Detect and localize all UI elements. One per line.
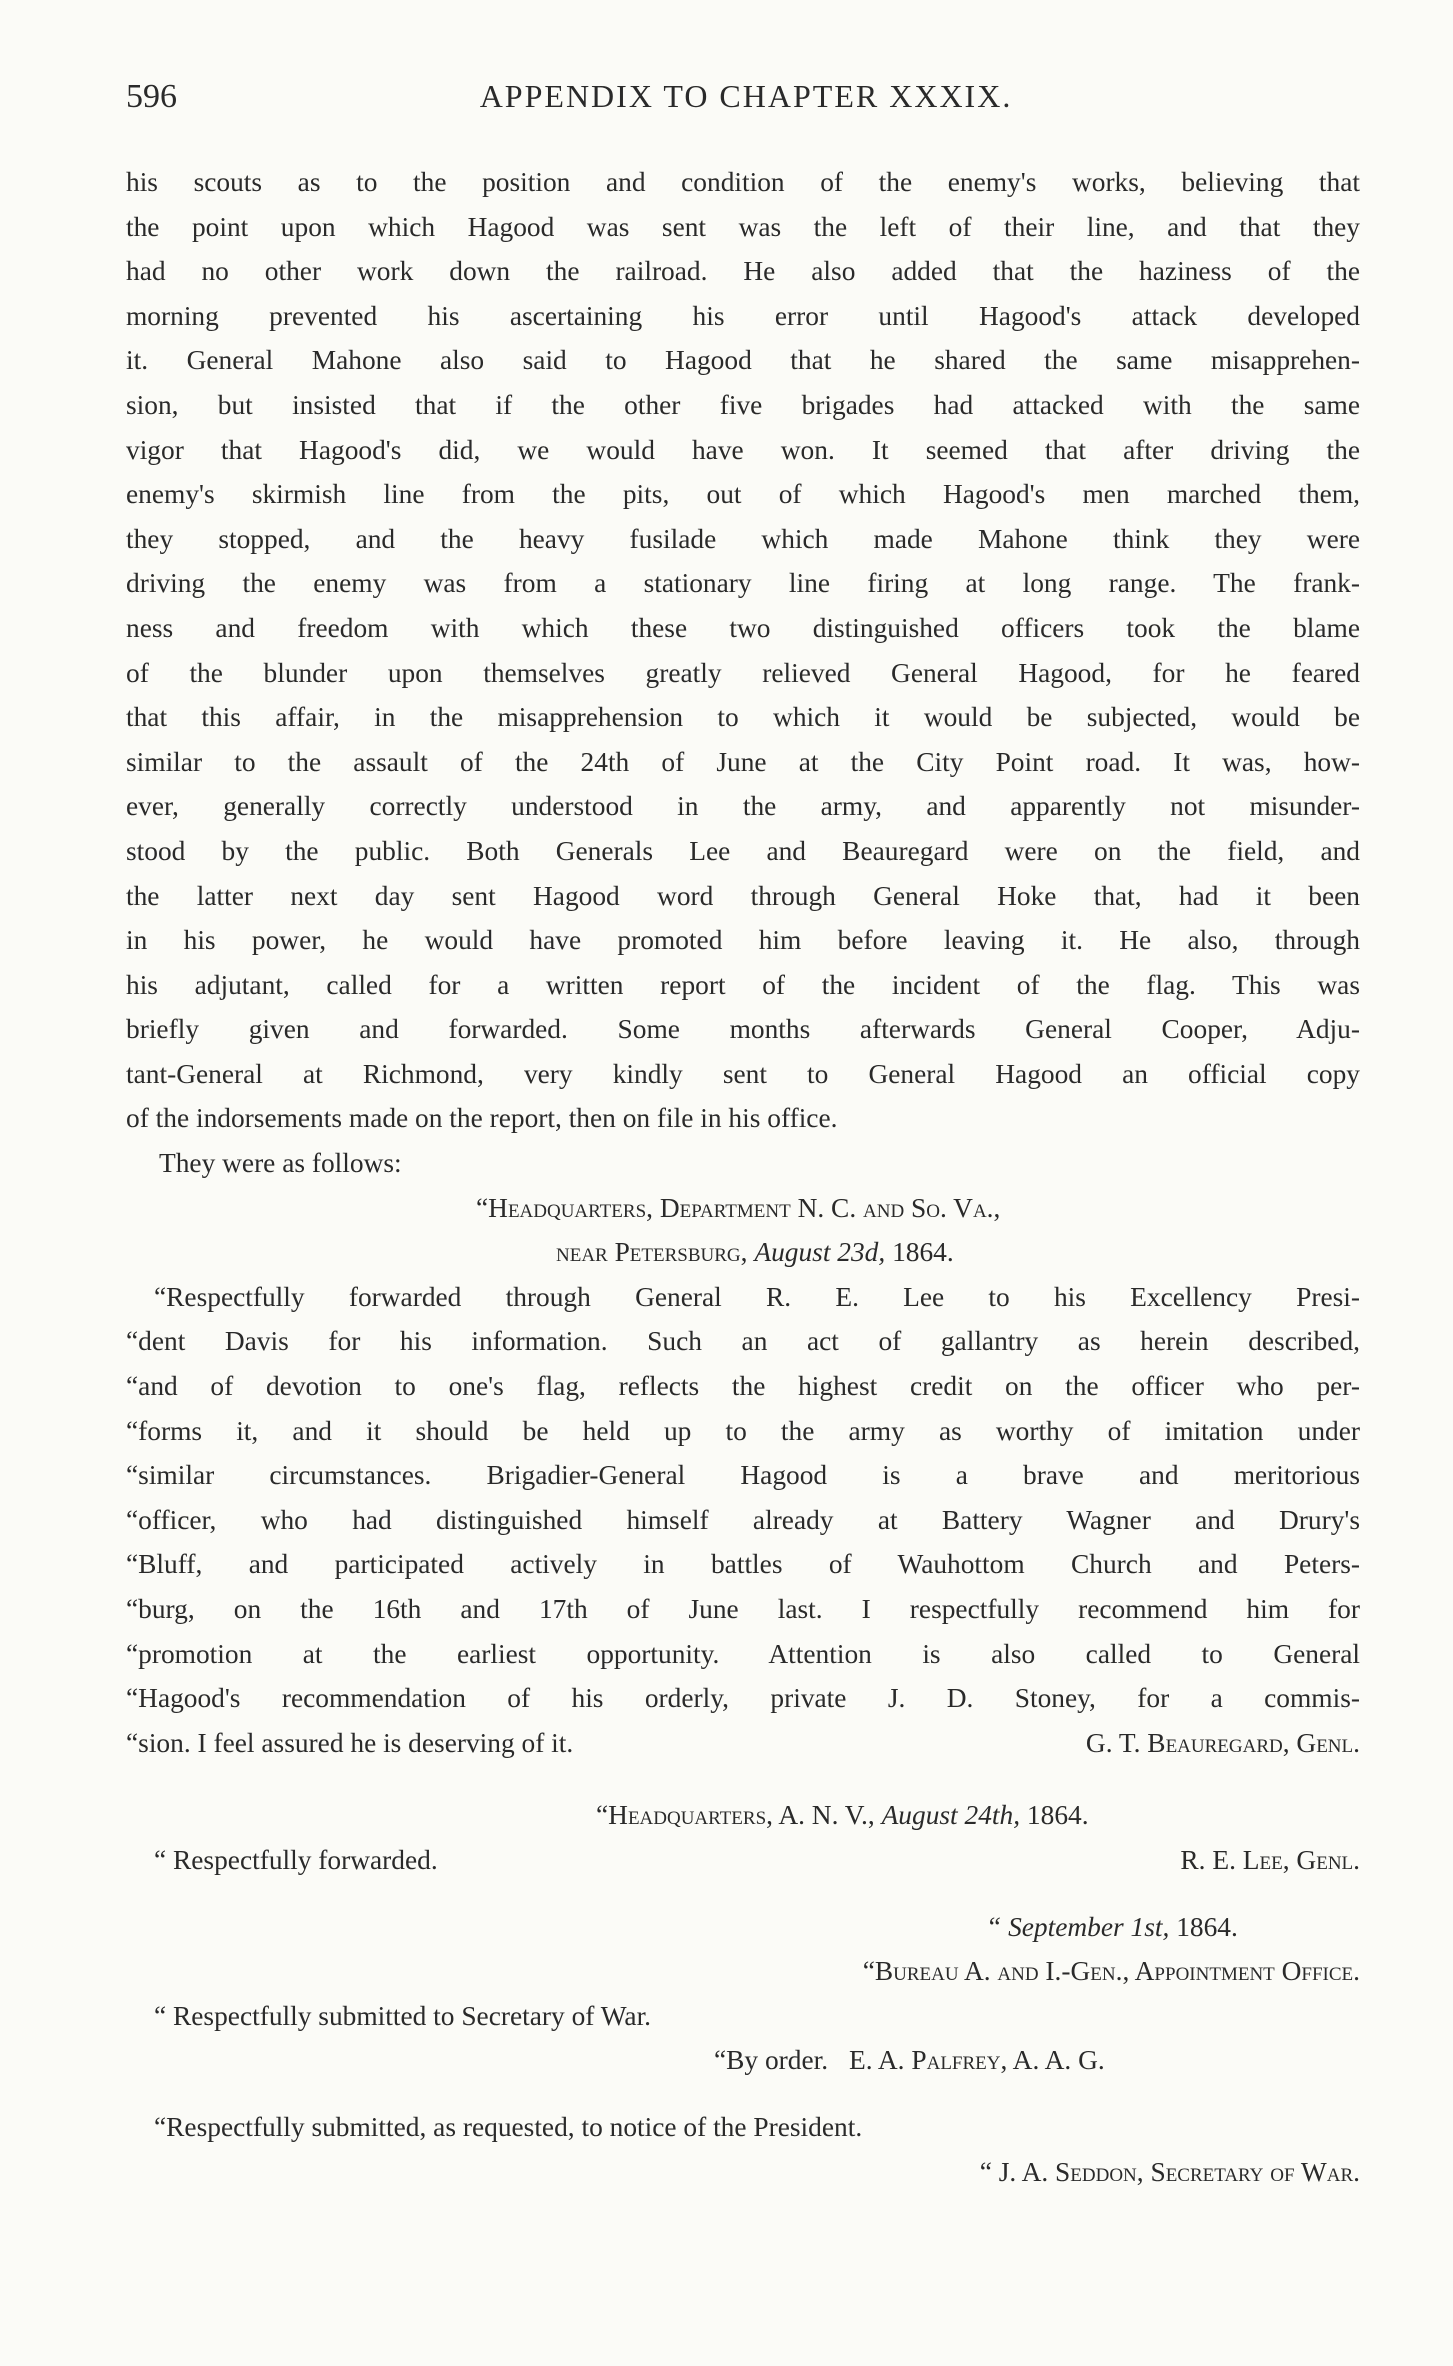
page-header [126, 78, 1366, 128]
page-number: 596 [126, 78, 177, 115]
text-line: his adjutant, called for a written report of the incident of the flag. This was [126, 969, 1360, 1000]
text-line: “Bluff, and participated actively in battles of Wauhottom Church and Peters- [126, 1549, 1360, 1580]
text-line: enemy's skirmish line from the pits, out of which Hagood's men marched them, [126, 479, 1360, 510]
text-line: “promotion at the earliest opportunity. Attention is also called to General [126, 1638, 1360, 1669]
endorsement-lee [126, 1793, 1360, 1882]
text-line: “Hagood's recommendation of his orderly, private J. D. Stoney, for a commis- [126, 1683, 1360, 1714]
endorsement-office: “Bureau A. and I.-Gen., Appointment Office. [862, 1956, 1360, 1987]
text-line: morning prevented his ascertaining his error until Hagood's attack developed [126, 300, 1360, 331]
text-line: “officer, who had distinguished himself already at Battery Wagner and Drury's [126, 1504, 1360, 1535]
text-line: the point upon which Hagood was sent was the left of their line, and that they [126, 211, 1360, 242]
text-line: ever, generally correctly understood in the army, and apparently not misunder- [126, 791, 1360, 822]
signature-lee: R. E. Lee, Genl. [1180, 1844, 1360, 1875]
heading-year: 1864. [1176, 1911, 1238, 1942]
heading-place: near Petersburg, [556, 1237, 748, 1268]
text-line: that this affair, in the misapprehension to which it would be subjected, would be [126, 702, 1360, 733]
page-body [126, 160, 1360, 2194]
text-line: similar to the assault of the 24th of June at the City Point road. It was, how- [126, 746, 1360, 777]
signature-text: “ J. A. Seddon, Secretary of War. [979, 2156, 1360, 2187]
heading-date: August 24th, [881, 1800, 1021, 1831]
heading-date: August 23d, [754, 1237, 886, 1268]
text-line: “sion. I feel assured he is deserving of it. [126, 1727, 574, 1758]
text-line: it. General Mahone also said to Hagood that he shared the same misapprehen- [126, 345, 1360, 376]
endorsement-beauregard [126, 1186, 1360, 1766]
endorsement-heading-place [126, 1230, 1360, 1275]
signature-line [126, 1838, 1360, 1883]
text-line: briefly given and forwarded. Some months afterwards General Cooper, Adju- [126, 1014, 1360, 1045]
signature-palfrey: E. A. Palfrey, A. A. G. [848, 2045, 1105, 2076]
endorsement-date [126, 1905, 1360, 1950]
text-line: his scouts as to the position and condition of the enemy's works, believing that [126, 167, 1360, 197]
text-line: tant-General at Richmond, very kindly sent to General Hagood an official copy [126, 1058, 1360, 1089]
heading-year: 1864. [1026, 1800, 1089, 1831]
text-line: vigor that Hagood's did, we would have won. It seemed that after driving the [126, 434, 1360, 465]
text-line: stood by the public. Both Generals Lee and Beauregard were on the field, and [126, 835, 1360, 866]
endorsement-heading: “Headquarters, Department N. C. and So. Va., [476, 1192, 1001, 1223]
text-line: “and of devotion to one's flag, reflects the highest credit on the officer who per- [126, 1371, 1360, 1402]
text-line: they stopped, and the heavy fusilade which made Mahone think they were [126, 523, 1360, 554]
narrative-paragraph [126, 160, 1360, 1141]
endorsement-heading [126, 1793, 1360, 1838]
endorsement-palfrey [126, 1905, 1360, 2083]
text-line: “dent Davis for his information. Such an act of gallantry as herein described, [126, 1326, 1360, 1357]
signature-seddon [126, 2150, 1360, 2195]
text-line: the latter next day sent Hagood word through General Hoke that, had it been [126, 880, 1360, 911]
text-line: “burg, on the 16th and 17th of June last. I respectfully recommend him for [126, 1594, 1360, 1624]
text-line: “forms it, and it should be held up to the army as worthy of imitation under [126, 1415, 1360, 1446]
signature-line [126, 1721, 1360, 1766]
text-line: “Respectfully forwarded through General R. E. Lee to his Excellency Presi- [154, 1281, 1360, 1312]
heading-year: 1864. [892, 1237, 954, 1268]
text-line: in his power, he would have promoted him before leaving it. He also, through [126, 925, 1360, 956]
text-line: “ Respectfully submitted to Secretary of War. [154, 2000, 652, 2031]
text-line: driving the enemy was from a stationary line firing at long range. The frank- [126, 568, 1360, 599]
signature-line [126, 2038, 1360, 2083]
running-head: APPENDIX TO CHAPTER XXXIX. [479, 78, 1013, 114]
endorsement-seddon [126, 2105, 1360, 2194]
heading-date: “ September 1st, [986, 1911, 1170, 1942]
text-line: of the indorsements made on the report, then on file in his office. [126, 1103, 838, 1134]
heading-text: “Headquarters, A. N. V., [596, 1800, 875, 1831]
text-line: “similar circumstances. Brigadier-General Hagood is a brave and meritorious [126, 1460, 1360, 1491]
text-line: ness and freedom with which these two distinguished officers took the blame [126, 612, 1360, 643]
signature-beauregard: G. T. Beauregard, Genl. [1085, 1727, 1360, 1758]
text-line: had no other work down the railroad. He also added that the haziness of the [126, 256, 1360, 287]
intro-line: They were as follows: [159, 1148, 402, 1179]
text-line: “By order. [714, 2045, 829, 2076]
text-line: sion, but insisted that if the other five brigades had attacked with the same [126, 389, 1360, 420]
text-line: of the blunder upon themselves greatly relieved General Hagood, for he feared [126, 657, 1360, 688]
text-line: “ Respectfully forwarded. [154, 1844, 438, 1875]
text-line: “Respectfully submitted, as requested, to notice of the President. [154, 2111, 863, 2142]
